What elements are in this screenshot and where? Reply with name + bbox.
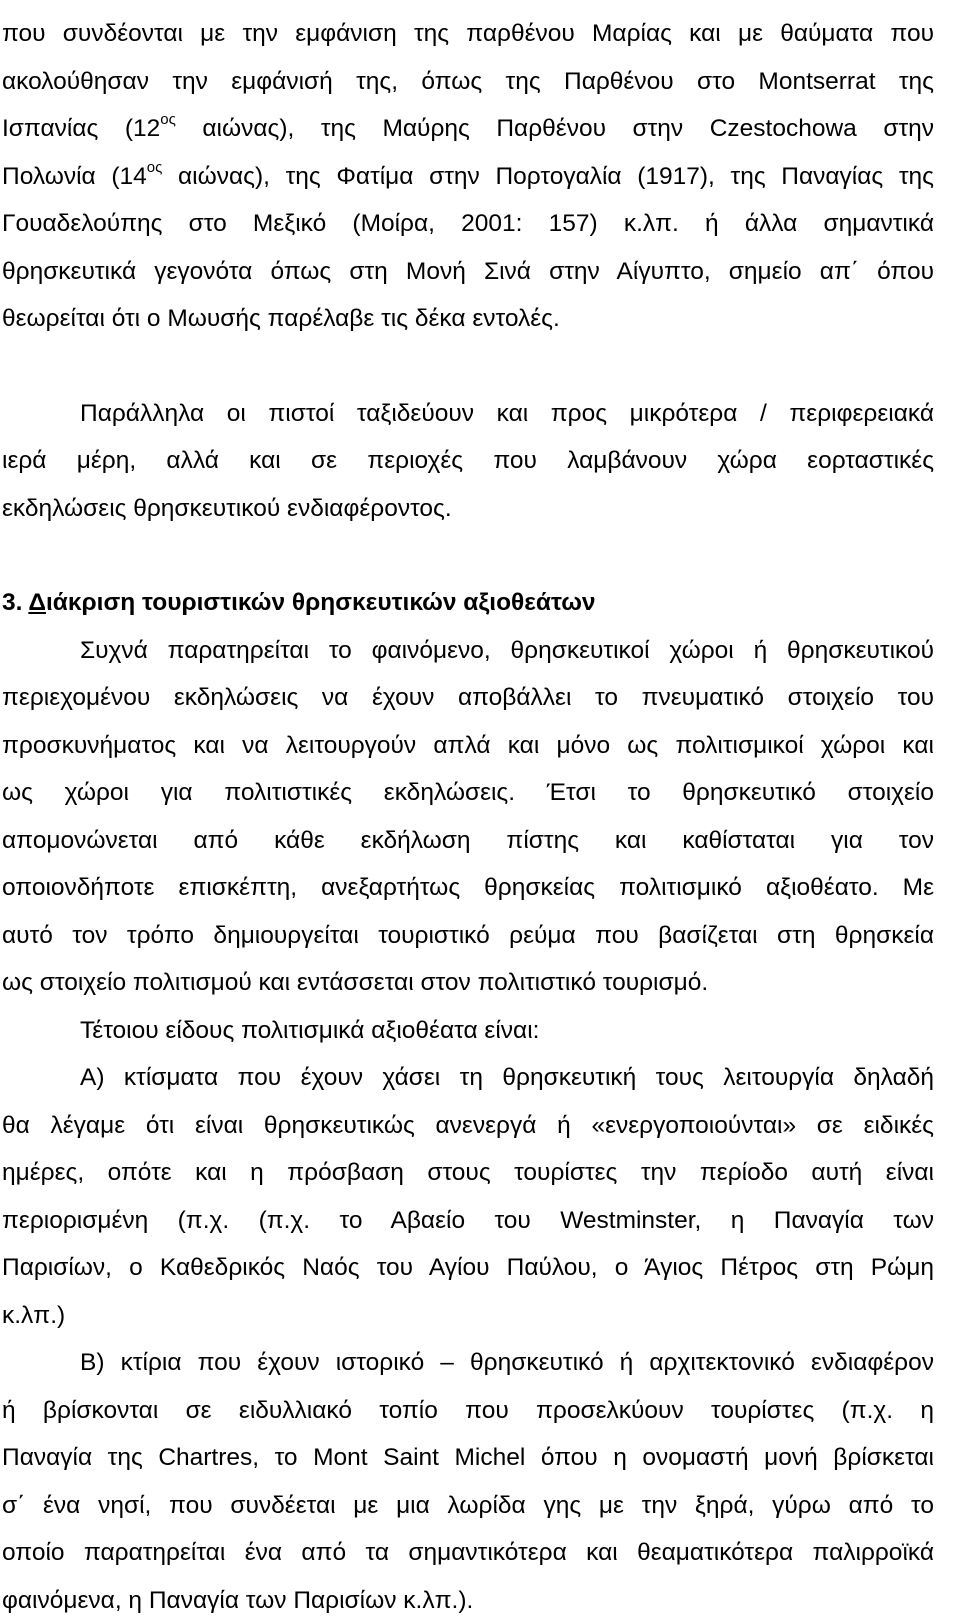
text-line: θεωρείται ότι ο Μωυσής παρέλαβε τις δέκα εντολές. xyxy=(2,295,934,343)
text-fragment: αιώνας), της Μαύρης Παρθένου στην Czestochowa στην xyxy=(176,115,934,142)
text-line: κ.λπ.) xyxy=(2,1292,934,1340)
text-line: προσκυνήματος και να λειτουργούν απλά και μόνο ως πολιτισμικοί χώροι και xyxy=(2,722,934,770)
paragraph-5 xyxy=(2,1054,934,1339)
text-line: Παρισίων, ο Καθεδρικός Ναός του Αγίου Παύλου, ο Άγιος Πέτρος στη Ρώμη xyxy=(2,1244,934,1292)
superscript: ος xyxy=(147,159,163,176)
section-heading xyxy=(2,579,934,627)
text-line: σ΄ ένα νησί, που συνδέεται με μια λωρίδα γης με την ξηρά, γύρω από το xyxy=(2,1482,934,1530)
text-line: εκδηλώσεις θρησκευτικού ενδιαφέροντος. xyxy=(2,485,934,533)
text-line: ή βρίσκονται σε ειδυλλιακό τοπίο που προσελκύουν τουρίστες (π.χ. η xyxy=(2,1387,934,1435)
text-line: ως χώροι για πολιτιστικές εκδηλώσεις. Έτσι το θρησκευτικό στοιχείο xyxy=(2,769,934,817)
text-line: Συχνά παρατηρείται το φαινόμενο, θρησκευτικοί χώροι ή θρησκευτικού xyxy=(2,627,934,675)
text-line: περιεχομένου εκδηλώσεις να έχουν αποβάλλει το πνευματικό στοιχείο του xyxy=(2,674,934,722)
text-line: Α) κτίσματα που έχουν χάσει τη θρησκευτική τους λειτουργία δηλαδή xyxy=(2,1054,934,1102)
text-line: οποίο παρατηρείται ένα από τα σημαντικότερα και θεαματικότερα παλιρροϊκά xyxy=(2,1529,934,1577)
text-line: θα λέγαμε ότι είναι θρησκευτικώς ανενεργά ή «ενεργοποιούνται» σε ειδικές xyxy=(2,1102,934,1150)
text-line: ακολούθησαν την εμφάνισή της, όπως της Παρθένου στο Montserrat της xyxy=(2,58,934,106)
text-line xyxy=(2,105,934,153)
text-line: Παράλληλα οι πιστοί ταξιδεύουν και προς μικρότερα / περιφερειακά xyxy=(2,390,934,438)
text-line: Γουαδελούπης στο Μεξικό (Μοίρα, 2001: 157) κ.λπ. ή άλλα σημαντικά xyxy=(2,200,934,248)
text-fragment: Πολωνία (14 xyxy=(2,163,147,190)
superscript: ος xyxy=(160,111,176,128)
text-line: ημέρες, οπότε και η πρόσβαση στους τουρίστες την περίοδο αυτή είναι xyxy=(2,1149,934,1197)
text-line: αυτό τον τρόπο δημιουργείται τουριστικό ρεύμα που βασίζεται στη θρησκεία xyxy=(2,912,934,960)
section-3 xyxy=(2,579,934,1624)
paragraph-2 xyxy=(2,390,934,533)
heading-first-letter: Δ xyxy=(28,589,46,616)
text-fragment: Ισπανίας (12 xyxy=(2,115,160,142)
text-line: ως στοιχείο πολιτισμού και εντάσσεται στον πολιτιστικό τουρισμό. xyxy=(2,959,934,1007)
text-line: Παναγία της Chartres, το Mont Saint Michel όπου η ονομαστή μονή βρίσκεται xyxy=(2,1434,934,1482)
text-line: που συνδέονται με την εμφάνιση της παρθένου Μαρίας και με θαύματα που xyxy=(2,10,934,58)
paragraph-3 xyxy=(2,627,934,1007)
text-line: θρησκευτικά γεγονότα όπως στη Μονή Σινά στην Αίγυπτο, σημείο απ΄ όπου xyxy=(2,248,934,296)
text-line: απομονώνεται από κάθε εκδήλωση πίστης και καθίσταται για τον xyxy=(2,817,934,865)
heading-text: ιάκριση τουριστικών θρησκευτικών αξιοθεάτων xyxy=(46,589,596,616)
text-line: Β) κτίρια που έχουν ιστορικό – θρησκευτικό ή αρχιτεκτονικό ενδιαφέρον xyxy=(2,1339,934,1387)
paragraph-6 xyxy=(2,1339,934,1624)
text-fragment: αιώνας), της Φατίμα στην Πορτογαλία (1917), της Παναγίας της xyxy=(162,163,934,190)
text-line: οποιονδήποτε επισκέπτη, ανεξαρτήτως θρησκείας πολιτισμικό αξιοθέατο. Με xyxy=(2,864,934,912)
text-line: φαινόμενα, η Παναγία των Παρισίων κ.λπ.). xyxy=(2,1577,934,1624)
paragraph-1 xyxy=(2,10,934,343)
text-line xyxy=(2,153,934,201)
paragraph-4 xyxy=(2,1007,934,1055)
text-line: περιορισμένη (π.χ. (π.χ. το Αβαείο του Westminster, η Παναγία των xyxy=(2,1197,934,1245)
text-line: ιερά μέρη, αλλά και σε περιοχές που λαμβάνουν χώρα εορταστικές xyxy=(2,437,934,485)
text-line: Τέτοιου είδους πολιτισμικά αξιοθέατα είναι: xyxy=(2,1007,934,1055)
section-number: 3. xyxy=(2,589,28,616)
